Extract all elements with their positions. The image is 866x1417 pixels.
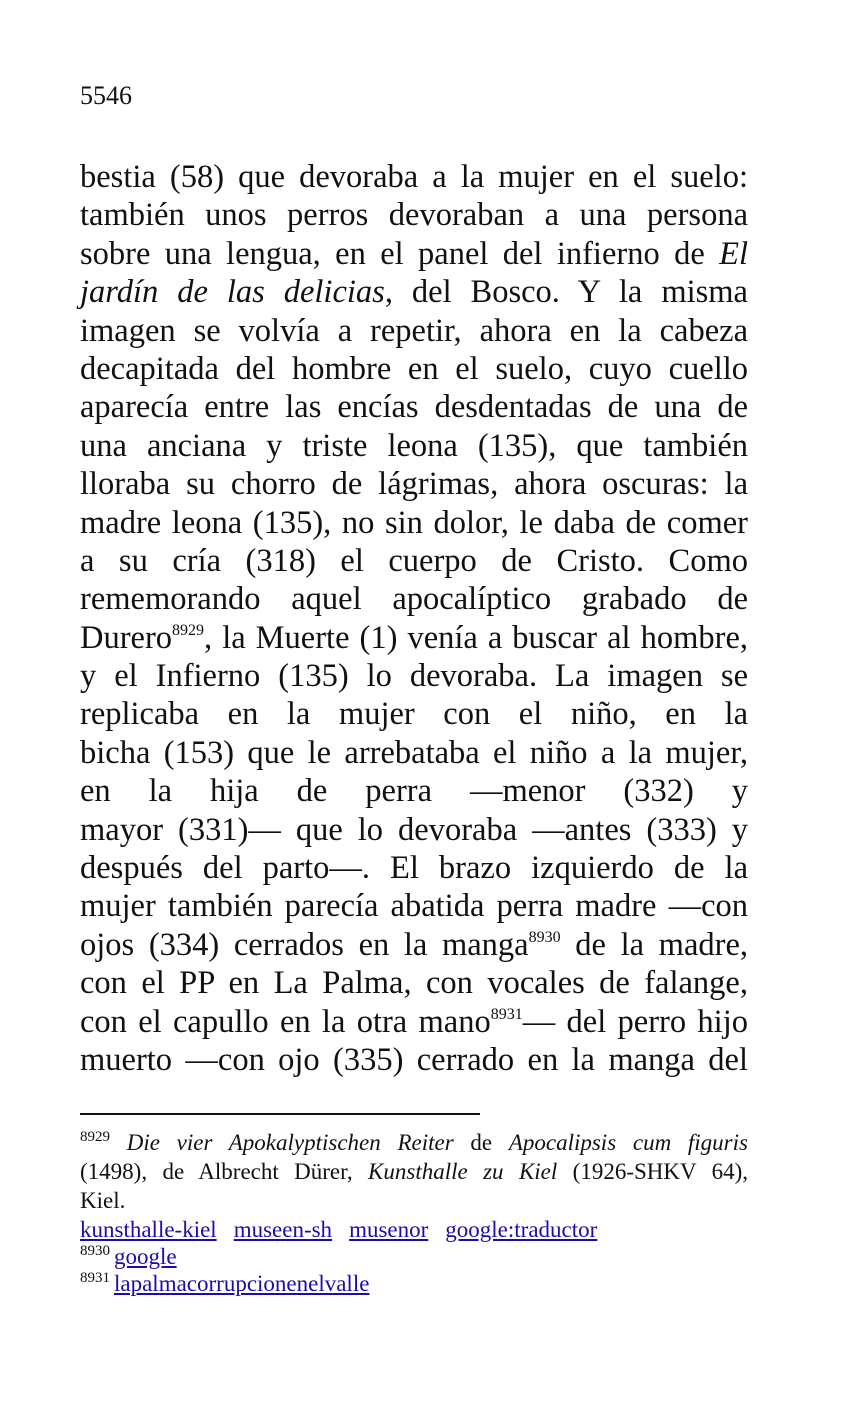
text-fragment: de la madre,: [560, 926, 748, 963]
text-fragment: , del Bosco. Y la misma: [384, 274, 748, 311]
text-line: aparecía entre las encías desdentadas de una de: [80, 389, 748, 426]
footnote-8929-line: [80, 1128, 748, 1157]
text-line: a su cría (318) el cuerpo de Cristo. Como: [80, 542, 748, 579]
link-google-traductor[interactable]: google:traductor: [445, 1217, 598, 1242]
text-line: bicha (153) que le arrebataba el niño a la mujer,: [80, 734, 748, 771]
link-kunsthalle-kiel[interactable]: kunsthalle-kiel: [80, 1217, 217, 1242]
text-line: imagen se volvía a repetir, ahora en la cabeza: [80, 312, 748, 349]
text-line: y el Infierno (135) lo devoraba. La imagen se: [80, 658, 748, 695]
footnote-number: 8931: [80, 1270, 110, 1286]
text-line: mujer también parecía abatida perra madre —con: [80, 888, 748, 925]
footnote-ref[interactable]: 8930: [528, 928, 561, 946]
text-line: una anciana y triste leona (135), que también: [80, 427, 748, 464]
text-line: [80, 1003, 748, 1041]
link-musenor[interactable]: musenor: [349, 1217, 429, 1242]
text-line: rememorando aquel apocalíptico grabado de: [80, 581, 748, 618]
text-line: en la hija de perra —menor (332) y: [80, 773, 748, 810]
footnote-ref[interactable]: 8931: [490, 1005, 523, 1023]
text-line: muerto —con ojo (335) cerrado en la manga del: [80, 1041, 748, 1078]
footnote-8929-line: [80, 1157, 748, 1186]
text-line: [80, 926, 748, 964]
footnote-8929-links: [80, 1215, 748, 1242]
text-fragment: de: [453, 1130, 509, 1155]
text-fragment: con el capullo en la otra mano: [80, 1003, 491, 1040]
text-fragment: sobre una lengua, en el panel del infierno de: [80, 235, 720, 272]
text-line: madre leona (135), no sin dolor, le daba de comer: [80, 504, 748, 541]
italic-title: Die vier Apokalyptischen Reiter: [126, 1130, 454, 1155]
italic-title: Apocalipsis cum figuris: [508, 1130, 748, 1155]
page-number: 5546: [80, 81, 132, 110]
text-line: lloraba su chorro de lágrimas, ahora oscuras: la: [80, 466, 748, 503]
text-fragment: (1926-SHKV 64),: [557, 1159, 749, 1184]
text-fragment: — del perro hijo: [522, 1003, 748, 1040]
footnote-divider: [80, 1113, 480, 1115]
italic-title: El: [719, 235, 748, 272]
text-line: [80, 235, 748, 273]
italic-title: jardín de las delicias: [80, 274, 385, 311]
link-lapalmacorrupcionenelvalle[interactable]: lapalmacorrupcionenelvalle: [114, 1271, 370, 1296]
text-fragment: (1498), de Albrecht Dürer,: [80, 1159, 369, 1184]
body-text: [80, 158, 748, 1079]
footnote-ref[interactable]: 8929: [172, 621, 205, 639]
text-line: decapitada del hombre en el suelo, cuyo cuello: [80, 350, 748, 387]
text-fragment: , la Muerte (1) venía a buscar al hombre,: [204, 619, 748, 656]
text-line: [80, 619, 748, 657]
text-line: también unos perros devoraban a una persona: [80, 197, 748, 234]
italic-title: Kunsthalle zu Kiel: [368, 1159, 558, 1184]
footnote-number: 8930: [80, 1243, 110, 1259]
text-line: mayor (331)— que lo devoraba —antes (333) y: [80, 811, 748, 848]
text-line: bestia (58) que devoraba a la mujer en el suelo:: [80, 159, 748, 195]
text-fragment: ojos (334) cerrados en la manga: [80, 926, 529, 963]
footnote-number: 8929: [80, 1129, 110, 1145]
text-line: después del parto—. El brazo izquierdo de la: [80, 850, 748, 887]
link-google[interactable]: google: [114, 1244, 177, 1269]
text-fragment: Durero: [80, 619, 173, 656]
text-line: replicaba en la mujer con el niño, en la: [80, 696, 748, 733]
text-line: con el PP en La Palma, con vocales de falange,: [80, 965, 748, 1002]
link-museen-sh[interactable]: museen-sh: [233, 1217, 333, 1242]
footnotes: [80, 1128, 748, 1296]
footnote-8930: [80, 1242, 748, 1269]
footnote-8929-line: Kiel.: [80, 1188, 126, 1213]
footnote-8931: [80, 1269, 748, 1296]
text-line: [80, 273, 748, 311]
